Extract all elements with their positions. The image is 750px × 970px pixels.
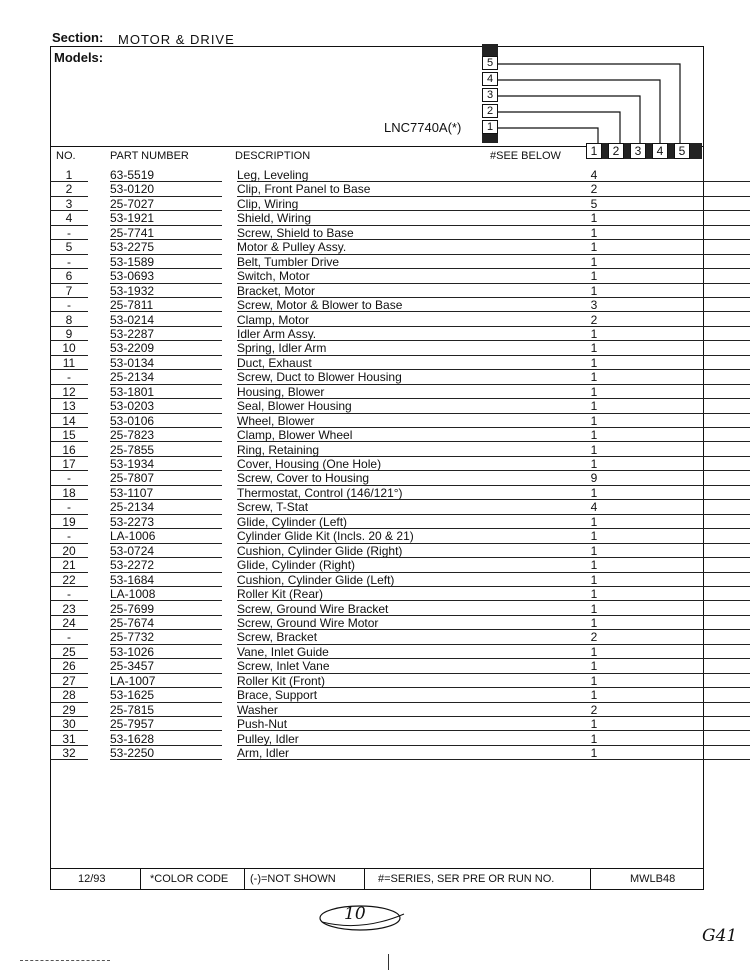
row-description: Wheel, Blower [237, 413, 315, 428]
row-number: 32 [62, 746, 76, 760]
table-row [50, 168, 704, 182]
row-quantity: 1 [590, 326, 598, 341]
models-label: Models: [54, 50, 104, 65]
row-quantity: 1 [590, 225, 598, 240]
row-number: - [67, 298, 71, 313]
row-description: Glide, Cylinder (Left) [237, 514, 348, 529]
row-quantity: 1 [590, 240, 598, 255]
table-row [50, 500, 704, 514]
column-description: DESCRIPTION [235, 150, 311, 162]
row-description: Housing, Blower [237, 384, 325, 399]
row-number: 20 [62, 543, 76, 558]
table-row [50, 732, 704, 746]
row-description: Screw, Motor & Blower to Base [237, 298, 403, 313]
scan-artifact-line [388, 954, 389, 970]
row-underline [110, 759, 222, 760]
row-underline [590, 759, 750, 760]
row-number: 10 [62, 341, 76, 356]
row-part-number: 53-1921 [110, 211, 155, 226]
row-description: Shield, Wiring [237, 211, 312, 226]
see-cell-1: 1 [586, 143, 602, 159]
row-number: - [67, 630, 71, 645]
table-row [50, 486, 704, 500]
table-row [50, 544, 704, 558]
table-row [50, 645, 704, 659]
table-row [50, 255, 704, 269]
row-number: 1 [65, 168, 73, 182]
row-quantity: 1 [590, 341, 598, 356]
row-part-number: 63-5519 [110, 168, 155, 182]
table-row [50, 443, 704, 457]
row-number: 13 [62, 399, 76, 414]
row-description: Glide, Cylinder (Right) [237, 558, 356, 573]
model-box-4: 4 [482, 72, 498, 86]
table-row [50, 428, 704, 442]
row-quantity: 1 [590, 587, 598, 602]
row-number: 24 [62, 615, 76, 630]
row-description: Brace, Support [237, 688, 318, 703]
row-description: Belt, Tumbler Drive [237, 254, 340, 269]
row-part-number: 53-1589 [110, 254, 155, 269]
see-cell-5: 5 [674, 143, 690, 159]
row-part-number: 25-7732 [110, 630, 155, 645]
table-row [50, 573, 704, 587]
table-row [50, 385, 704, 399]
row-number: - [67, 254, 71, 269]
row-quantity: 1 [590, 269, 598, 284]
row-description: Motor & Pulley Assy. [237, 240, 347, 255]
footer-divider [364, 869, 365, 889]
table-row [50, 688, 704, 702]
row-part-number: 25-7823 [110, 428, 155, 443]
footer-divider [140, 869, 141, 889]
row-part-number: 25-7815 [110, 702, 155, 717]
row-quantity: 1 [590, 615, 598, 630]
row-number: 9 [65, 326, 73, 341]
footer-divider [244, 869, 245, 889]
row-part-number: 53-0203 [110, 399, 155, 414]
footer-color-code: *COLOR CODE [150, 873, 229, 885]
table-row [50, 341, 704, 355]
row-part-number: 25-2134 [110, 500, 155, 515]
footer-bar [50, 868, 704, 890]
row-quantity: 1 [590, 254, 598, 269]
row-part-number: 53-1932 [110, 283, 155, 298]
table-row [50, 602, 704, 616]
row-quantity: 1 [590, 428, 598, 443]
footer-series-note: #=SERIES, SER PRE OR RUN NO. [378, 873, 555, 885]
model-bracket-diagram [480, 42, 704, 150]
row-description: Push-Nut [237, 717, 288, 732]
row-number: 14 [62, 413, 76, 428]
table-row [50, 746, 704, 760]
row-quantity: 1 [590, 442, 598, 457]
row-quantity: 5 [590, 196, 598, 211]
row-part-number: 25-7807 [110, 471, 155, 486]
row-part-number: 53-0214 [110, 312, 155, 327]
table-row [50, 414, 704, 428]
row-description: Roller Kit (Front) [237, 673, 326, 688]
row-description: Screw, Ground Wire Bracket [237, 601, 389, 616]
scan-artifact-dashes [20, 960, 110, 961]
row-quantity: 1 [590, 384, 598, 399]
table-row [50, 717, 704, 731]
row-description: Washer [237, 702, 278, 717]
row-number: 21 [62, 558, 76, 573]
row-quantity: 1 [590, 529, 598, 544]
section-title: MOTOR & DRIVE [118, 32, 235, 47]
row-quantity: 1 [590, 717, 598, 732]
row-quantity: 1 [590, 688, 598, 703]
row-quantity: 1 [590, 746, 598, 760]
row-part-number: 25-7741 [110, 225, 155, 240]
table-row [50, 269, 704, 283]
row-quantity: 1 [590, 514, 598, 529]
table-row [50, 327, 704, 341]
row-number: 4 [65, 211, 73, 226]
row-part-number: 53-1684 [110, 572, 155, 587]
table-row [50, 471, 704, 485]
row-quantity: 1 [590, 413, 598, 428]
footer-date: 12/93 [78, 873, 106, 885]
row-description: Clip, Front Panel to Base [237, 182, 371, 197]
row-number: 8 [65, 312, 73, 327]
row-part-number: 53-0724 [110, 543, 155, 558]
row-number: 7 [65, 283, 73, 298]
row-description: Duct, Exhaust [237, 355, 312, 370]
row-part-number: 53-1934 [110, 457, 155, 471]
row-number: 23 [62, 601, 76, 616]
table-row [50, 356, 704, 370]
row-part-number: 25-7027 [110, 196, 155, 211]
row-quantity: 1 [590, 485, 598, 500]
row-description: Ring, Retaining [237, 442, 320, 457]
model-box-3: 3 [482, 88, 498, 102]
footer-model-number: MWLB48 [630, 873, 676, 885]
row-number: 17 [62, 457, 76, 471]
row-number: 11 [62, 355, 76, 370]
row-number: - [67, 500, 71, 515]
row-number: 15 [62, 428, 76, 443]
row-description: Screw, Ground Wire Motor [237, 615, 379, 630]
row-description: Pulley, Idler [237, 731, 299, 746]
row-quantity: 1 [590, 659, 598, 674]
row-part-number: 53-1628 [110, 731, 155, 746]
row-description: Cushion, Cylinder Glide (Left) [237, 572, 395, 587]
handwritten-page-number: 10 [344, 904, 366, 924]
row-number: 16 [62, 442, 76, 457]
row-quantity: 2 [590, 182, 598, 197]
column-part-number: PART NUMBER [110, 150, 189, 162]
row-description: Idler Arm Assy. [237, 326, 317, 341]
row-number: - [67, 471, 71, 486]
row-part-number: 25-7811 [110, 298, 154, 313]
row-number: 28 [62, 688, 76, 703]
row-part-number: 53-2287 [110, 326, 155, 341]
row-description: Spring, Idler Arm [237, 341, 327, 356]
model-box-2: 2 [482, 104, 498, 118]
row-number: 27 [62, 673, 76, 688]
row-description: Thermostat, Control (146/121°) [237, 485, 403, 500]
table-row [50, 298, 704, 312]
row-description: Screw, T-Stat [237, 500, 309, 515]
row-description: Screw, Duct to Blower Housing [237, 370, 402, 385]
row-part-number: 53-2272 [110, 558, 155, 573]
see-cell-4: 4 [652, 143, 668, 159]
row-number: 18 [62, 485, 76, 500]
model-name: LNC7740A(*) [384, 120, 462, 135]
row-number: 26 [62, 659, 76, 674]
footer-divider [590, 869, 591, 889]
row-part-number: 53-0693 [110, 269, 155, 284]
row-part-number: 53-0120 [110, 182, 155, 197]
row-description: Vane, Inlet Guide [237, 644, 329, 659]
table-row [50, 182, 704, 196]
table-row [50, 284, 704, 298]
row-description: Cylinder Glide Kit (Incls. 20 & 21) [237, 529, 414, 544]
table-row [50, 703, 704, 717]
row-number: 3 [65, 196, 73, 211]
row-description: Clamp, Motor [237, 312, 310, 327]
row-quantity: 3 [590, 298, 598, 313]
row-number: 5 [65, 240, 73, 255]
model-box-bottom-block [482, 134, 498, 143]
row-number: - [67, 225, 71, 240]
row-quantity: 1 [590, 558, 598, 573]
table-row [50, 240, 704, 254]
see-cell-3: 3 [630, 143, 646, 159]
column-no: NO. [56, 150, 76, 162]
table-row [50, 558, 704, 572]
row-part-number: 53-2250 [110, 746, 155, 760]
row-quantity: 1 [590, 601, 598, 616]
row-quantity: 1 [590, 457, 598, 471]
row-underline [50, 759, 88, 760]
row-number: - [67, 587, 71, 602]
row-part-number: 53-2273 [110, 514, 155, 529]
table-row [50, 659, 704, 673]
row-part-number: 53-0106 [110, 413, 155, 428]
row-quantity: 2 [590, 312, 598, 327]
see-cell-end-block [690, 143, 702, 159]
row-part-number: 53-1801 [110, 384, 155, 399]
row-part-number: 53-1107 [110, 485, 154, 500]
row-part-number: 25-7957 [110, 717, 155, 732]
column-see-below: #SEE BELOW [490, 150, 561, 162]
row-part-number: 25-2134 [110, 370, 155, 385]
row-quantity: 4 [590, 168, 598, 182]
row-description: Clamp, Blower Wheel [237, 428, 353, 443]
row-description: Bracket, Motor [237, 283, 316, 298]
row-quantity: 4 [590, 500, 598, 515]
row-quantity: 1 [590, 731, 598, 746]
table-row [50, 674, 704, 688]
row-part-number: 25-7855 [110, 442, 155, 457]
row-part-number: 53-1026 [110, 644, 155, 659]
table-row [50, 630, 704, 644]
row-quantity: 2 [590, 630, 598, 645]
see-cell-2: 2 [608, 143, 624, 159]
footer-not-shown: (-)=NOT SHOWN [250, 873, 336, 885]
row-description: Arm, Idler [237, 746, 290, 760]
row-description: Cushion, Cylinder Glide (Right) [237, 543, 403, 558]
row-part-number: LA-1008 [110, 587, 156, 602]
row-quantity: 1 [590, 211, 598, 226]
table-row [50, 370, 704, 384]
table-row [50, 457, 704, 471]
row-quantity: 1 [590, 370, 598, 385]
row-part-number: 25-3457 [110, 659, 155, 674]
row-number: 2 [65, 182, 73, 197]
row-quantity: 1 [590, 572, 598, 587]
row-number: - [67, 370, 71, 385]
row-quantity: 1 [590, 399, 598, 414]
handwritten-corner-mark: G41 [702, 926, 738, 946]
row-number: 22 [62, 572, 76, 587]
row-number: 25 [62, 644, 76, 659]
table-row [50, 529, 704, 543]
row-description: Leg, Leveling [237, 168, 309, 182]
table-row [50, 616, 704, 630]
table-row [50, 226, 704, 240]
row-quantity: 1 [590, 644, 598, 659]
model-box-1: 1 [482, 120, 498, 134]
row-number: 12 [62, 384, 76, 399]
row-number: 19 [62, 514, 76, 529]
row-description: Screw, Shield to Base [237, 225, 354, 240]
row-quantity: 2 [590, 702, 598, 717]
model-box-5: 5 [482, 56, 498, 70]
row-description: Screw, Cover to Housing [237, 471, 370, 486]
row-number: 29 [62, 702, 76, 717]
row-number: 30 [62, 717, 76, 732]
table-row [50, 399, 704, 413]
row-part-number: 53-2275 [110, 240, 155, 255]
row-description: Screw, Inlet Vane [237, 659, 330, 674]
row-description: Cover, Housing (One Hole) [237, 457, 382, 471]
row-part-number: LA-1007 [110, 673, 156, 688]
row-description: Screw, Bracket [237, 630, 318, 645]
row-quantity: 1 [590, 283, 598, 298]
row-description: Roller Kit (Rear) [237, 587, 324, 602]
row-quantity: 1 [590, 355, 598, 370]
row-part-number: LA-1006 [110, 529, 156, 544]
row-part-number: 53-2209 [110, 341, 155, 356]
row-description: Switch, Motor [237, 269, 310, 284]
row-number: - [67, 529, 71, 544]
row-part-number: 53-0134 [110, 355, 155, 370]
table-row [50, 515, 704, 529]
row-part-number: 25-7674 [110, 615, 155, 630]
table-row [50, 197, 704, 211]
section-label: Section: [52, 30, 104, 45]
row-part-number: 53-1625 [110, 688, 155, 703]
table-row [50, 587, 704, 601]
row-number: 6 [65, 269, 73, 284]
table-row [50, 313, 704, 327]
row-quantity: 1 [590, 673, 598, 688]
row-description: Clip, Wiring [237, 196, 299, 211]
row-number: 31 [62, 731, 76, 746]
row-quantity: 9 [590, 471, 598, 486]
row-part-number: 25-7699 [110, 601, 155, 616]
row-quantity: 1 [590, 543, 598, 558]
table-row [50, 211, 704, 225]
row-description: Seal, Blower Housing [237, 399, 352, 414]
